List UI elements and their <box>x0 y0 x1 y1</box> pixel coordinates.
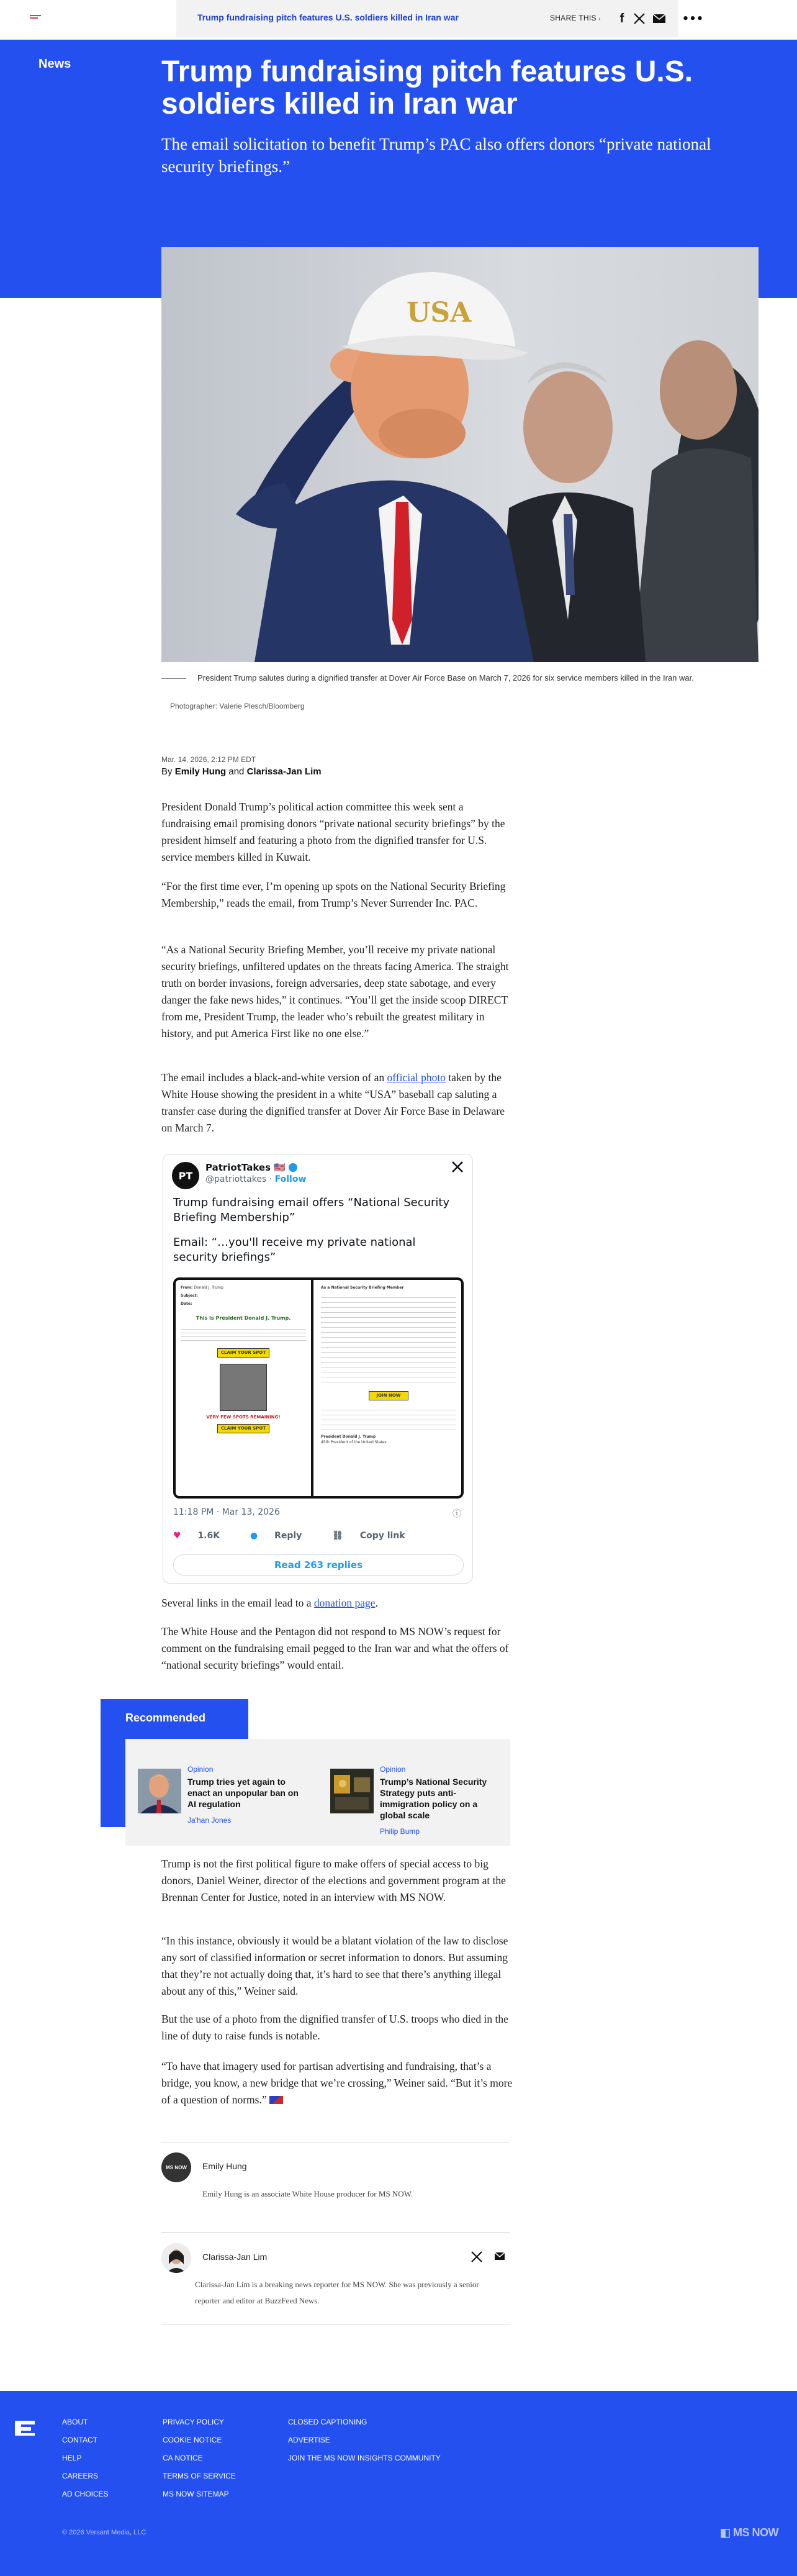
footer-link[interactable]: HELP <box>62 2454 82 2462</box>
footer-column-3 <box>288 2413 441 2467</box>
site-logo[interactable] <box>30 15 41 21</box>
body-paragraph: Several links in the email lead to a donation page. <box>161 1597 378 1609</box>
recommended-card[interactable] <box>125 1739 312 1846</box>
more-icon[interactable]: ••• <box>682 12 704 25</box>
footer-logo-icon[interactable] <box>12 2417 37 2437</box>
donation-page-link[interactable]: donation page <box>313 1597 376 1609</box>
x-logo-icon[interactable] <box>451 1161 464 1177</box>
copyright: © 2026 Versant Media, LLC <box>62 2529 146 2536</box>
footer-column-2 <box>163 2413 236 2503</box>
embedded-tweet <box>163 1154 473 1584</box>
image-caption: President Trump salutes during a dignified transfer at Dover Air Force Base on March 7, 2026 for six service members killed in the Iran war. <box>161 672 759 684</box>
recommended-headline[interactable]: Trump’s National Security Strategy puts anti-immigration policy on a global scale <box>380 1777 487 1820</box>
body-paragraph: “For the first time ever, I’m opening up spots on the National Security Briefing Membership,” reads the email, from Trump’s Never Surrender Inc. PAC. <box>161 880 506 909</box>
recommended-thumbnail[interactable] <box>330 1769 374 1813</box>
body-paragraph: “To have that imagery used for partisan advertising and fundraising, that’s a bridge, you know, a new bridge that we’re crossing,” Weiner said. “But it’s more of a question of norms.” <box>161 2060 513 2106</box>
claim-spot-button: CLAIM YOUR SPOT <box>217 1348 269 1358</box>
body-paragraph: “In this instance, obviously it would be a blatant violation of the law to disclose any sort of classified information or secret information to donors. But assuming that they’re not actually doing that, it’s hard to see that there’s anything illegal about any of this,” Weiner said. <box>161 1934 508 1997</box>
article-dek: The email solicitation to benefit Trump’s PAC also offers donors “private national security briefings.” <box>161 135 711 176</box>
footer-column-1 <box>62 2413 109 2503</box>
body-paragraph: Trump is not the first political figure to make offers of special access to big donors, Daniel Weiner, director of the elections and government program at the Brennan Center for Justice, noted in an interview with MS NOW. <box>161 1857 506 1903</box>
reply-button[interactable]: ● Reply <box>250 1531 302 1541</box>
x-icon[interactable] <box>471 2251 483 2266</box>
sticky-article-title[interactable]: Trump fundraising pitch features U.S. soldiers killed in Iran war <box>197 12 459 22</box>
divider <box>161 2232 510 2233</box>
share-label[interactable]: SHARE THIS › <box>550 14 601 22</box>
recommended-title: Recommended <box>125 1712 206 1724</box>
recommended-card[interactable] <box>318 1739 504 1846</box>
like-button[interactable]: ♥ 1.6K <box>173 1531 220 1541</box>
follow-button[interactable]: Follow <box>274 1174 307 1184</box>
read-replies-button[interactable]: Read 263 replies <box>173 1554 464 1576</box>
svg-text:USA: USA <box>407 297 472 329</box>
verified-icon <box>289 1163 297 1172</box>
footer-link[interactable]: MS NOW SITEMAP <box>163 2490 229 2498</box>
copy-link-button[interactable]: ⛓ Copy link <box>332 1531 405 1541</box>
footer-link[interactable]: ABOUT <box>62 2418 88 2426</box>
footer-link[interactable]: ADVERTISE <box>288 2436 330 2444</box>
author-name[interactable]: Emily Hung <box>202 2161 247 2171</box>
site-footer <box>0 2391 797 2576</box>
x-icon[interactable] <box>632 11 647 26</box>
body-paragraph: But the use of a photo from the dignified transfer of U.S. troops who died in the line of duty to raise funds is notable. <box>161 2013 508 2042</box>
info-icon[interactable]: ⓘ <box>453 1509 461 1519</box>
recommended-author[interactable]: Philip Bump <box>380 1827 420 1836</box>
body-paragraph: President Donald Trump’s political action committee this week sent a fundraising email promising donors “private national security briefings” by the president himself and featuring a photo from the dignified transfer for U.S. service members killed in Kuwait. <box>161 800 505 863</box>
heart-icon: ♥ <box>173 1531 181 1541</box>
footer-link[interactable]: COOKIE NOTICE <box>163 2436 222 2444</box>
tweet-media-email-screenshot[interactable] <box>173 1277 464 1499</box>
publish-date: Mar. 14, 2026, 2:12 PM EDT <box>161 755 256 764</box>
tweet-author-name[interactable]: PatriotTakes 🇺🇸 <box>205 1162 297 1173</box>
email-left-pane: From: Donald J. Trump Subject: Date: This is President Donald J. Trump. CLAIM YOUR SPOT VERY FEW SPOTS REMAINING! CLAIM YOUR SPOT <box>176 1280 313 1496</box>
footer-link[interactable]: TERMS OF SERVICE <box>163 2472 236 2480</box>
author-link-2[interactable]: Clarissa-Jan Lim <box>246 766 322 777</box>
tweet-avatar[interactable]: PT <box>172 1162 199 1189</box>
footer-link[interactable]: PRIVACY POLICY <box>163 2418 224 2426</box>
body-paragraph: “As a National Security Briefing Member, you’ll receive my private national security briefings, unfiltered updates on the threats facing America. The straight truth on border invasions, foreign adversaries, deep state sabotage, and every danger the fake news hides,” it continues. “You’ll get the inside scoop DIRECT from me, President Trump, the leader who’s rebuilt the greatest military in history, and put America First like no one else.” <box>161 943 509 1040</box>
body-paragraph: The email includes a black-and-white version of an official photo taken by the White House showing the president in a white “USA” baseball cap saluting a transfer case during the dignified transfer at Dover Air Force Base in Delaware on March 7. <box>161 1071 505 1134</box>
flag-icon <box>269 2096 283 2104</box>
email-right-pane: As a National Security Briefing Member JOIN NOW President Donald J. Trump 45th President of the United States <box>316 1280 461 1496</box>
author-name[interactable]: Clarissa-Jan Lim <box>202 2252 268 2262</box>
tweet-handle[interactable]: @patriottakes · Follow <box>205 1174 307 1184</box>
author-link-1[interactable]: Emily Hung <box>174 766 227 777</box>
claim-spot-button-2: CLAIM YOUR SPOT <box>217 1424 269 1433</box>
footer-brand-logo[interactable]: ◧ MS NOW <box>720 2526 779 2539</box>
hero-photo <box>161 247 759 662</box>
facebook-icon[interactable]: f <box>619 11 624 25</box>
footer-link[interactable]: CA NOTICE <box>163 2454 203 2462</box>
link-icon: ⛓ <box>332 1531 343 1541</box>
official-photo-link[interactable]: official photo <box>387 1071 446 1084</box>
photo-credit: Photographer: Valerie Plesch/Bloomberg <box>170 702 305 710</box>
author-bio: Clarissa-Jan Lim is a breaking news reporter for MS NOW. She was previously a senior reporter and editor at BuzzFeed News. <box>195 2280 479 2305</box>
tweet-text: Trump fundraising email offers “National Security Briefing Membership” Email: “…you'll receive my private national security briefings” <box>173 1196 450 1264</box>
author-avatar[interactable]: MS NOW <box>161 2152 191 2182</box>
caption-rule <box>161 678 186 679</box>
tweet-timestamp[interactable]: 11:18 PM · Mar 13, 2026 <box>173 1507 280 1517</box>
reply-icon: ● <box>250 1531 258 1541</box>
recommended-headline[interactable]: Trump tries yet again to enact an unpopular ban on AI regulation <box>187 1777 299 1809</box>
footer-link[interactable]: AD CHOICES <box>62 2490 109 2498</box>
body-paragraph: The White House and the Pentagon did not respond to MS NOW’s request for comment on the fundraising email pegged to the Iran war and what the offers of “national security briefings” would entail. <box>161 1625 509 1671</box>
footer-link[interactable]: CONTACT <box>62 2436 98 2444</box>
footer-link[interactable]: JOIN THE MS NOW INSIGHTS COMMUNITY <box>288 2454 441 2462</box>
footer-link[interactable]: CAREERS <box>62 2472 99 2480</box>
recommended-thumbnail[interactable] <box>138 1769 181 1813</box>
email-icon[interactable] <box>494 2251 505 2264</box>
recommended-module <box>125 1739 510 1846</box>
sticky-share-bar <box>176 0 704 37</box>
author-bio: Emily Hung is an associate White House producer for MS NOW. <box>202 2189 413 2198</box>
recommended-category[interactable]: Opinion <box>380 1765 406 1774</box>
recommended-category[interactable]: Opinion <box>187 1765 214 1774</box>
page-title: Trump fundraising pitch features U.S. soldiers killed in Iran war <box>161 55 693 120</box>
tweet-actions <box>173 1531 464 1541</box>
byline: By Emily Hung and Clarissa-Jan Lim <box>161 766 322 777</box>
footer-link[interactable]: CLOSED CAPTIONING <box>288 2418 367 2426</box>
email-icon[interactable] <box>652 11 667 26</box>
recommended-author[interactable]: Ja'han Jones <box>187 1816 232 1825</box>
author-avatar[interactable] <box>161 2243 191 2273</box>
section-kicker[interactable]: News <box>38 57 71 71</box>
